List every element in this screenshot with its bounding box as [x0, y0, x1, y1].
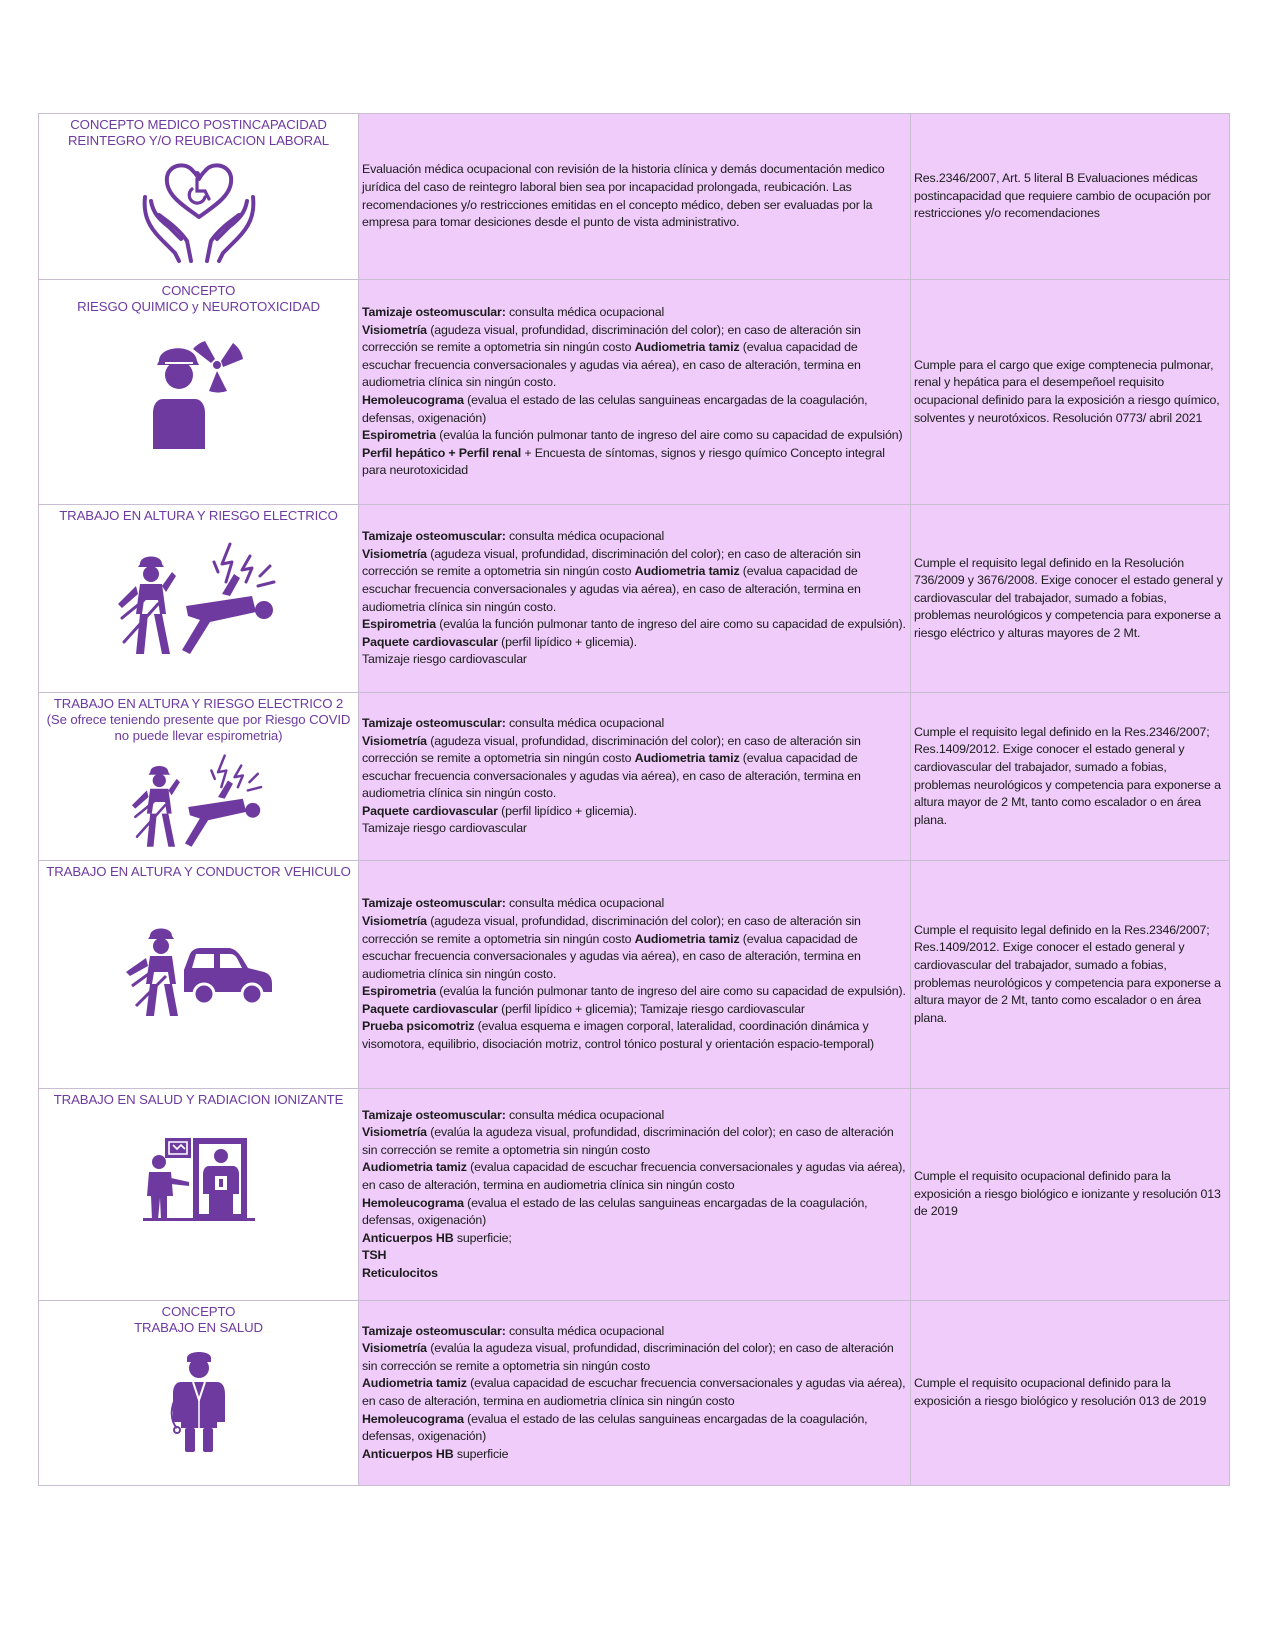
- legal-cell: [911, 505, 1230, 693]
- desc-label: Visiometría: [362, 913, 427, 928]
- legal-text: Cumple el requisito ocupacional definido para la exposición a riesgo biológico y resolución 013 de 2019: [914, 1376, 1207, 1408]
- desc-label: Paquete cardiovascular: [362, 634, 498, 649]
- desc-label: Tamizaje osteomuscular:: [362, 1323, 506, 1338]
- table-row: [39, 1301, 1230, 1486]
- desc-label: Visiometría: [362, 1341, 427, 1356]
- legal-cell: [911, 1089, 1230, 1301]
- desc-label: Hemoleucograma: [362, 1411, 464, 1426]
- table-row: [39, 114, 1230, 280]
- legal-cell: [911, 1301, 1230, 1486]
- desc-label: Hemoleucograma: [362, 393, 464, 407]
- service-cell: [39, 1301, 359, 1486]
- legal-cell: [911, 861, 1230, 1089]
- legal-cell: [911, 114, 1230, 280]
- desc-label: Visiometría: [362, 546, 427, 561]
- health-radiation-room-icon: [143, 1136, 255, 1222]
- desc-text: consulta médica ocupacional: [505, 1323, 665, 1338]
- desc-label: Audiometria tamiz: [362, 1160, 467, 1175]
- desc-text: consulta médica ocupacional: [505, 715, 665, 730]
- desc-label: Hemoleucograma: [362, 1195, 464, 1210]
- desc-label: Prueba psicomotriz: [362, 1019, 475, 1034]
- desc-text: consulta médica ocupacional: [505, 896, 665, 911]
- table-row: [39, 1089, 1230, 1301]
- desc-text: (perfil lipídico + glicemia).: [497, 634, 637, 649]
- desc-text: (evalúa la agudeza visual, profundidad, discriminación del color); en caso de alteración sin corrección se remite a optometria sin ningún costo: [362, 1125, 894, 1157]
- desc-label: Tamizaje osteomuscular:: [362, 1107, 506, 1122]
- legal-text: Cumple el requisito legal definido en la Resolución 736/2009 y 3676/2008. Exige conocer el estado general y cardiovascular del trabajador, sumado a fobias, problemas neurológicos y competencia para exponerse a riesgo eléctrico y alturas mayores de 2 Mt.: [914, 555, 1223, 640]
- service-description: [359, 1323, 910, 1464]
- desc-label: Audiometria tamiz: [362, 1376, 467, 1391]
- service-cell: [39, 114, 359, 280]
- desc-text: (evalua capacidad de escuchar frecuencia conversacionales y agudas via aérea), en caso de alteración, termina en audiometria clínica sin ningún costo.: [362, 340, 861, 390]
- legal-text: Cumple el requisito legal definido en la Res.2346/2007; Res.1409/2012. Exige conocer el estado general y cardiovascular del trabajador, sumado a fobias, problemas neurológicos y competencia para exponerse a altura mayor de 2 Mt, tanto como escalador o en área plana.: [914, 922, 1221, 1025]
- doctor-icon: [169, 1348, 229, 1452]
- height-and-electric-risk-icon: [114, 754, 284, 850]
- desc-text: (evalúa la función pulmonar tanto de ingreso del aire como su capacidad de expulsión): [435, 428, 903, 443]
- desc-label: TSH: [362, 1248, 387, 1263]
- service-description: [359, 715, 910, 838]
- desc-text: consulta médica ocupacional: [505, 305, 665, 320]
- table-row: [39, 280, 1230, 505]
- service-description-cell: [359, 693, 911, 861]
- desc-text: Tamizaje riesgo cardiovascular: [362, 652, 527, 667]
- service-description: [359, 895, 910, 1053]
- table-row: [39, 505, 1230, 693]
- desc-text: (evalua capacidad de escuchar frecuencia conversacionales y agudas via aérea), en caso de alteración, termina en audiometria clínica sin ningún costo.: [362, 751, 861, 801]
- service-title: TRABAJO EN ALTURA Y RIESGO ELECTRICO: [59, 508, 338, 523]
- desc-text: (evalúa la función pulmonar tanto de ingreso del aire como su capacidad de expulsión).: [435, 984, 906, 999]
- desc-text: (evalua el estado de las celulas sanguineas encargadas de la coagulación, defensas, oxigenación): [362, 1411, 868, 1444]
- desc-text: (evalua el estado de las celulas sanguineas encargadas de la coagulación, defensas, oxigenación): [362, 1195, 868, 1228]
- legal-cell: [911, 693, 1230, 861]
- service-description-cell: [359, 1089, 911, 1301]
- desc-label: Visiometría: [362, 322, 427, 337]
- service-cell: [39, 280, 359, 505]
- service-description-cell: [359, 505, 911, 693]
- desc-text: (agudeza visual, profundidad, discriminación del color); en caso de alteración sin corrección se remite a optometria sin ningún costo: [362, 913, 861, 946]
- desc-text: (agudeza visual, profundidad, discriminación del color); en caso de alteración sin corrección se remite a optometria sin ningún costo: [362, 733, 861, 766]
- desc-text: (evalúa la agudeza visual, profundidad, discriminación del color); en caso de alteración sin corrección se remite a optometria sin ningún costo: [362, 1341, 894, 1373]
- desc-label: Paquete cardiovascular: [362, 803, 498, 818]
- legal-text: Cumple el requisito legal definido en la Res.2346/2007; Res.1409/2012. Exige conocer el estado general y cardiovascular del trabajador, sumado a fobias, problemas neurológicos y competencia para exponerse a altura mayor de 2 Mt, tanto como escalador o en área plana.: [914, 724, 1221, 827]
- desc-text: (perfil lipídico + glicemia).: [497, 803, 637, 818]
- service-cell: [39, 505, 359, 693]
- desc-text: Evaluación médica ocupacional con revisión de la historia clínica y demás documentación medico jurídica del caso de reintegro laboral bien sea por incapacidad prolongada, reubicación. Las recomendaciones y/o restricciones emitidas en el concepto médico, deben ser evaluadas por la empresa para tomar desiciones desde el punto de vista administrativo.: [362, 162, 885, 230]
- legal-text: Cumple para el cargo que exige comptenecia pulmonar, renal y hepática para el desempeñoel requisito ocupacional definido para la exposición a riesgo químico, solventes y neurotóxicos. Resolución 0773/ abril 2021: [914, 357, 1220, 425]
- service-description: [359, 161, 910, 231]
- desc-label: Visiometría: [362, 1125, 427, 1140]
- desc-text: (evalua esquema e imagen corporal, lateralidad, coordinación dinámica y visomotora, equilibrio, disociación motriz, control tónico postural y orientación espacio-temporal): [362, 1019, 874, 1052]
- service-cell: [39, 1089, 359, 1301]
- desc-text: + Encuesta de síntomas, signos y riesgo químico Concepto integral para neurotoxicidad: [362, 445, 885, 478]
- desc-label: Audiometria tamiz: [634, 931, 740, 946]
- table-row: [39, 861, 1230, 1089]
- desc-text: (evalua el estado de las celulas sanguineas encargadas de la coagulación, defensas, oxigenación): [362, 393, 868, 425]
- desc-label: Perfil hepático + Perfil renal: [362, 445, 522, 460]
- service-title: TRABAJO EN ALTURA Y RIESGO ELECTRICO 2 (Se ofrece teniendo presente que por Riesgo COVID no puede llevar espirometria): [46, 696, 351, 743]
- service-description: [359, 1107, 910, 1283]
- desc-label: Tamizaje osteomuscular:: [362, 715, 506, 730]
- desc-label: Audiometria tamiz: [634, 751, 740, 766]
- desc-label: Paquete cardiovascular: [362, 1001, 498, 1016]
- service-description-cell: [359, 1301, 911, 1486]
- services-table: [38, 113, 1230, 1486]
- service-description: [359, 304, 910, 480]
- desc-text: (agudeza visual, profundidad, discriminación del color); en caso de alteración sin corrección se remite a optometria sin ningún costo: [362, 322, 861, 355]
- service-description-cell: [359, 114, 911, 280]
- desc-label: Anticuerpos HB: [362, 1230, 454, 1245]
- desc-text: (agudeza visual, profundidad, discriminación del color); en caso de alteración sin corrección se remite a optometria sin ningún costo: [362, 546, 861, 579]
- legal-text: Res.2346/2007, Art. 5 literal B Evaluaciones médicas postincapacidad que requiere cambio de ocupación por restricciones y/o recomendaciones: [914, 171, 1211, 221]
- chemical-hazard-worker-icon: [149, 337, 249, 449]
- service-cell: [39, 861, 359, 1089]
- desc-text: (evalua capacidad de escuchar frecuencia conversacionales y agudas via aérea), en caso de alteración, termina en audiometria clínica sin ningún costo: [362, 1160, 906, 1192]
- legal-cell: [911, 280, 1230, 505]
- wheelchair-heart-hands-icon: [139, 157, 259, 265]
- service-title: TRABAJO EN ALTURA Y CONDUCTOR VEHICULO: [46, 864, 351, 879]
- height-worker-and-car-icon: [124, 924, 274, 1018]
- service-title: CONCEPTO MEDICO POSTINCAPACIDAD REINTEGRO Y/O REUBICACION LABORAL: [68, 117, 329, 148]
- service-title: CONCEPTO RIESGO QUIMICO y NEUROTOXICIDAD: [77, 283, 320, 314]
- height-and-electric-risk-icon: [114, 542, 284, 658]
- desc-label: Reticulocitos: [362, 1265, 438, 1280]
- service-cell: [39, 693, 359, 861]
- desc-label: Tamizaje osteomuscular:: [362, 896, 506, 911]
- desc-text: (perfil lipídico + glicemia); Tamizaje riesgo cardiovascular: [497, 1001, 805, 1016]
- desc-text: superficie: [453, 1446, 509, 1461]
- service-title: CONCEPTO TRABAJO EN SALUD: [134, 1304, 263, 1335]
- desc-label: Audiometria tamiz: [634, 340, 740, 355]
- legal-text: Cumple el requisito ocupacional definido para la exposición a riesgo biológico e ionizante y resolución 013 de 2019: [914, 1169, 1221, 1219]
- desc-label: Espirometria: [362, 984, 436, 999]
- desc-text: (evalua capacidad de escuchar frecuencia conversacionales y agudas via aérea), en caso de alteración, termina en audiometria clínica sin ningún costo.: [362, 564, 861, 614]
- desc-label: Espirometria: [362, 428, 436, 443]
- desc-text: (evalúa la función pulmonar tanto de ingreso del aire como su capacidad de expulsión).: [435, 617, 906, 632]
- desc-text: (evalua capacidad de escuchar frecuencia conversacionales y agudas via aérea), en caso de alteración, termina en audiometria clínica sin ningún costo: [362, 1376, 906, 1408]
- service-description-cell: [359, 280, 911, 505]
- table-row: [39, 693, 1230, 861]
- desc-label: Anticuerpos HB: [362, 1446, 454, 1461]
- desc-label: Espirometria: [362, 617, 436, 632]
- desc-text: consulta médica ocupacional: [505, 529, 665, 544]
- desc-label: Tamizaje osteomuscular:: [362, 529, 506, 544]
- desc-text: (evalua capacidad de escuchar frecuencia conversacionales y agudas via aérea), en caso de alteración, termina en audiometria clínica sin ningún costo.: [362, 931, 861, 981]
- service-description: [359, 528, 910, 669]
- service-title: TRABAJO EN SALUD Y RADIACION IONIZANTE: [53, 1092, 344, 1107]
- desc-text: superficie;: [453, 1230, 512, 1245]
- service-description-cell: [359, 861, 911, 1089]
- desc-text: Tamizaje riesgo cardiovascular: [362, 821, 527, 836]
- desc-text: consulta médica ocupacional: [505, 1107, 665, 1122]
- desc-label: Tamizaje osteomuscular:: [362, 305, 506, 320]
- desc-label: Visiometría: [362, 733, 427, 748]
- desc-label: Audiometria tamiz: [634, 564, 740, 579]
